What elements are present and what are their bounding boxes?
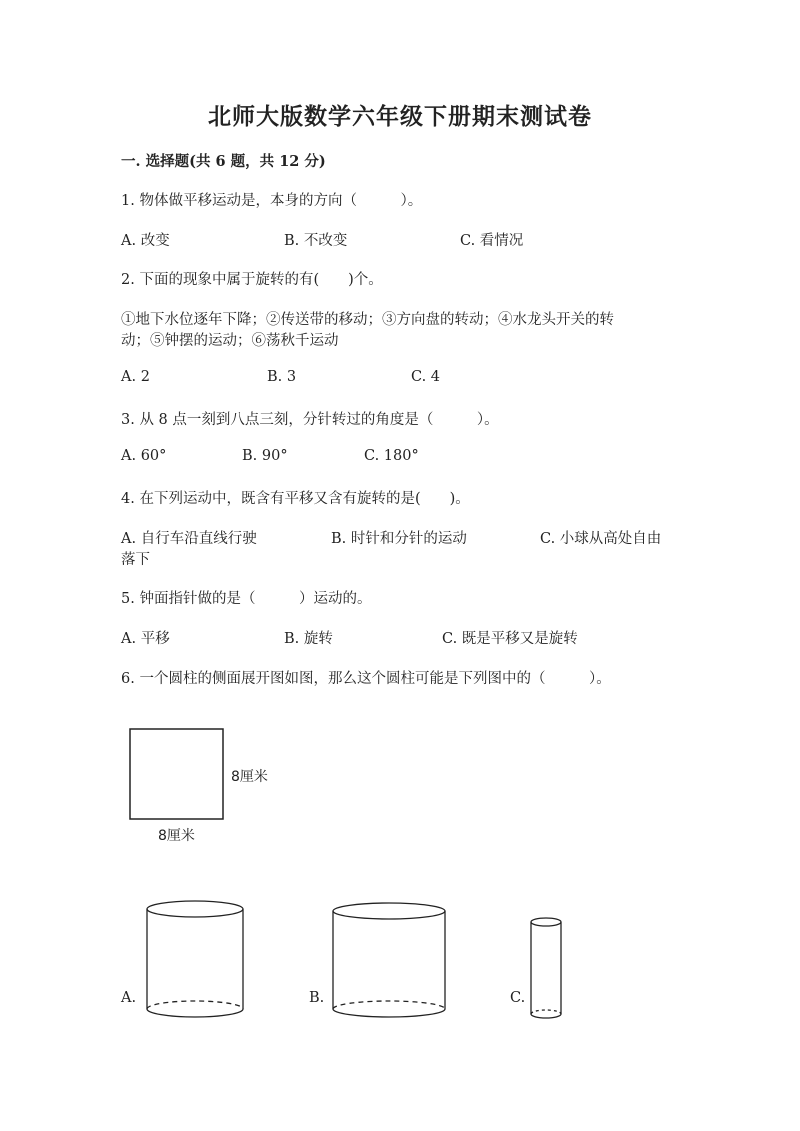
question-6-option-a: A. [121,990,137,1006]
net-bottom-label: 8厘米 [158,828,195,844]
question-6-stem: 6. 一个圆柱的侧面展开图如图，那么这个圆柱可能是下列图中的（ ）。 [121,671,611,687]
cylinder-b [333,903,445,1017]
question-6-option-c: C. [510,990,526,1006]
question-2-stem: 2. 下面的现象中属于旋转的有( )个。 [121,272,383,288]
question-2-option-b: B. 3 [267,369,297,385]
question-2-detail-line1: ①地下水位逐年下降；②传送带的移动；③方向盘的转动；④水龙头开关的转 [121,312,614,328]
question-2-option-c: C. 4 [411,369,441,385]
question-1-option-a: A. 改变 [121,233,170,249]
question-4-option-a: A. 自行车沿直线行驶 [121,531,257,547]
question-5-option-b: B. 旋转 [284,631,333,647]
question-4-option-b: B. 时针和分针的运动 [331,531,467,547]
question-4-option-c: C. 小球从高处自由 [540,531,662,547]
question-2-detail-line2: 动；⑤钟摆的运动；⑥荡秋千运动 [121,333,339,349]
question-4-stem: 4. 在下列运动中，既含有平移又含有旋转的是( )。 [121,491,470,507]
question-1-option-c: C. 看情况 [460,233,524,249]
question-1-stem: 1. 物体做平移运动是，本身的方向（ ）。 [121,193,423,209]
question-3-option-c: C. 180° [364,448,419,464]
question-5-option-c: C. 既是平移又是旋转 [442,631,578,647]
cylinder-c [531,918,561,1018]
question-3-option-a: A. 60° [121,448,167,464]
question-1-option-b: B. 不改变 [284,233,348,249]
net-square [130,729,223,819]
page-title: 北师大版数学六年级下册期末测试卷 [208,103,592,130]
question-2-option-a: A. 2 [121,369,150,385]
question-5-option-a: A. 平移 [121,631,170,647]
question-3-option-b: B. 90° [242,448,288,464]
question-5-stem: 5. 钟面指针做的是（ ）运动的。 [121,591,372,607]
question-3-stem: 3. 从 8 点一刻到八点三刻，分针转过的角度是（ ）。 [121,412,499,428]
cylinder-a [147,901,243,1017]
net-side-label: 8厘米 [231,769,268,785]
section-heading: 一. 选择题(共 6 题，共 12 分) [121,153,326,170]
question-4-option-c-continued: 落下 [121,552,150,568]
question-6-option-b: B. [309,990,325,1006]
